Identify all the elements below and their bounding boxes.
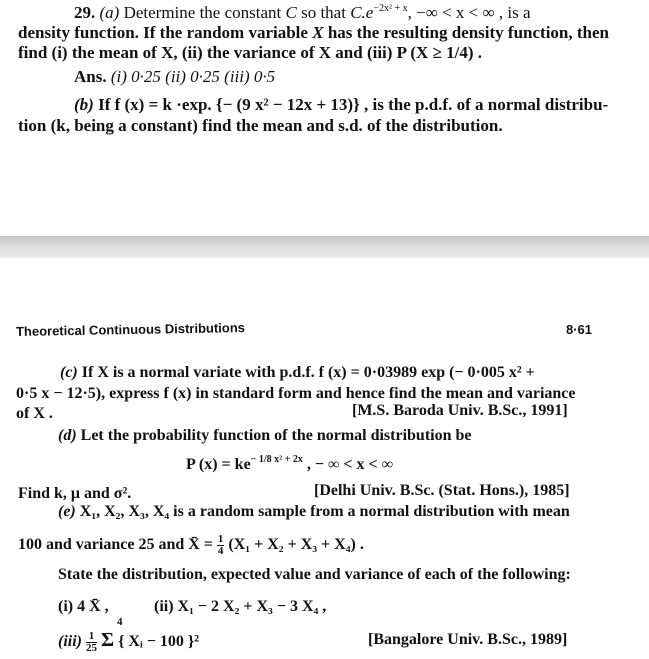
e-source: [Bangalore Univ. B.Sc., 1989] [368,631,568,648]
page-number: 8·61 [566,322,593,337]
q29a-line-1: 29. (a) Determine the constant C so that $C.e^{-2x^2 + x}$, −∞ < x < ∞ , is a [74,3,531,22]
c-label: (c) [60,364,78,381]
answer-text: (i) 0·25 (ii) 0·25 (iii) 0·5 [110,67,276,86]
e-item-ii: (ii) X₁ − 2 X₂ + X₃ − 3 X₄ , [154,598,327,615]
e-line-3: State the distribution, expected value and variance of each of the following: [58,566,571,583]
c-line-1: (c) If X is a normal variate with p.d.f. f (x) = 0·03989 exp (− 0·005 x² + [60,364,535,381]
c-source: [M.S. Baroda Univ. B.Sc., 1991] [352,402,568,419]
q29a-expression: C.e [350,3,374,22]
q29b-line-1: (b) If f (x) = k ·exp. {− (9 x² − 12x + 13)} , is the p.d.f. of a normal distribu- [74,95,609,114]
e-item-i: (i) 4 X̄ , [58,598,109,615]
d-line-1: (d) Let the probability function of the normal distribution be [58,427,472,444]
d-source: [Delhi Univ. B.Sc. (Stat. Hons.), 1985] [314,482,570,499]
e-label: (e) [58,503,76,520]
d-label: (d) [58,427,77,444]
e-line-2: 100 and variance 25 and X̄ = $\frac{1}{4}$ (X₁ + X₂ + X₃ + X₄) . [18,533,364,557]
q29a-label: (a) [99,3,120,22]
d-formula: P $(x) = ke^{- 1/8 x^2 + 2x}$ , − ∞ < x < ∞ [186,454,394,473]
q29b-line-2: tion (k, being a constant) find the mean and s.d. of the distribution. [18,116,503,135]
e-line-1: (e) X₁, X₂, X₃, X₄ is a random sample from a normal distribution with mean [58,503,570,520]
e-iii-fraction: $\frac{1}{25}$ [86,629,97,654]
sum-upper-limit: 4 [117,616,123,628]
page-separator [0,236,649,258]
answer-line [74,67,275,87]
q29a-line-3: find (i) the mean of X, (ii) the variance of X and (iii) P (X ≥ 1/4) . [18,43,483,62]
q29a-line-2: density function. If the random variable X has the resulting density function, then [18,23,609,42]
e-item-iii: (iii) $\frac{1}{25}$ Σ { Xᵢ − 100 }² [58,629,199,654]
sum-symbol: Σ [101,629,115,651]
chapter-title: Theoretical Continuous Distributions [15,320,246,339]
d-find-line: Find k, μ and σ². [18,485,132,502]
e-fraction: $\frac{1}{4}$ [217,533,224,557]
q29b-label: (b) [74,95,94,114]
c-line-2: 0·5 x − 12·5), express f (x) in standard form and hence find the mean and variance [16,385,576,402]
answer-label: Ans. [74,67,107,86]
q29-number: 29. [74,3,96,22]
c-line-3: of X . [16,405,53,422]
